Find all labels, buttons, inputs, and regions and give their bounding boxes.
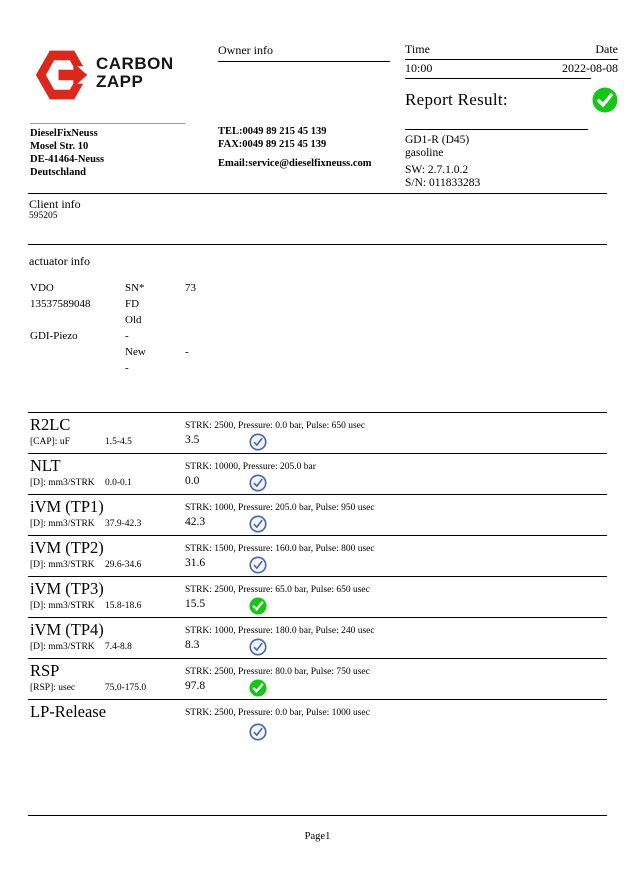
test-range: 1.5-4.5 bbox=[105, 437, 132, 447]
brand-line1: CARBON bbox=[96, 54, 174, 73]
test-range: 15.8-18.6 bbox=[105, 601, 142, 611]
actuator-cell: New bbox=[125, 346, 146, 358]
test-params: STRK: 2500, Pressure: 0.0 bar, Pulse: 1000 usec bbox=[185, 708, 370, 718]
checkmark-circle-icon bbox=[249, 515, 267, 533]
owner-street: Mosel Str. 10 bbox=[30, 141, 89, 152]
report-header-block bbox=[405, 42, 618, 190]
test-params: STRK: 1000, Pressure: 180.0 bar, Pulse: 240 usec bbox=[185, 626, 375, 636]
checkmark-circle-icon bbox=[249, 679, 267, 697]
owner-email: Email:service@dieselfixneuss.com bbox=[218, 158, 372, 169]
test-params: STRK: 1000, Pressure: 205.0 bar, Pulse: 950 usec bbox=[185, 503, 375, 513]
test-name: LP-Release bbox=[30, 702, 107, 721]
test-unit: [D]: mm3/STRK bbox=[30, 642, 95, 652]
date-label: Date bbox=[595, 42, 618, 56]
test-params: STRK: 10000, Pressure: 205.0 bar bbox=[185, 462, 316, 472]
actuator-cell: - bbox=[125, 330, 129, 342]
client-bottom-rule bbox=[28, 244, 607, 245]
brand-text bbox=[96, 48, 174, 91]
machine-info bbox=[405, 130, 618, 190]
owner-country: Deutschland bbox=[30, 167, 87, 178]
actuator-cell: GDI-Piezo bbox=[30, 330, 78, 342]
test-value: 31.6 bbox=[185, 557, 206, 569]
test-row-ivm-tp3 bbox=[28, 576, 607, 617]
actuator-cell bbox=[185, 362, 430, 378]
test-unit: [CAP]: uF bbox=[30, 437, 70, 447]
footer-rule bbox=[28, 815, 607, 816]
machine-sw: SW: 2.7.1.0.2 bbox=[405, 164, 469, 176]
machine-sn: S/N: 011833283 bbox=[405, 177, 481, 189]
test-unit: [D]: mm3/STRK bbox=[30, 601, 95, 611]
owner-name: DieselFixNeuss bbox=[30, 128, 98, 139]
actuator-cell: VDO bbox=[30, 282, 54, 294]
owner-contact bbox=[218, 125, 372, 170]
report-result-label: Report Result: bbox=[405, 90, 508, 109]
test-name: R2LC bbox=[30, 415, 71, 434]
time-date-values bbox=[405, 60, 618, 76]
test-name: NLT bbox=[30, 456, 61, 475]
actuator-cell: - bbox=[125, 362, 129, 374]
test-range: 75.0-175.0 bbox=[105, 683, 147, 693]
test-params: STRK: 2500, Pressure: 0.0 bar, Pulse: 650 usec bbox=[185, 421, 366, 431]
time-date-header bbox=[405, 42, 618, 60]
test-value: 42.3 bbox=[185, 516, 206, 528]
test-row-rsp bbox=[28, 658, 607, 699]
test-range: 0.0-0.1 bbox=[105, 478, 132, 488]
report-result bbox=[405, 87, 618, 113]
actuator-row bbox=[30, 362, 430, 378]
actuator-row bbox=[30, 314, 430, 330]
owner-city: DE-41464-Neuss bbox=[30, 154, 105, 165]
test-row-ivm-tp4 bbox=[28, 617, 607, 658]
actuator-cell bbox=[185, 314, 430, 330]
test-name: iVM (TP3) bbox=[30, 579, 104, 598]
test-value: 8.3 bbox=[185, 639, 200, 651]
test-name: iVM (TP2) bbox=[30, 538, 104, 557]
client-top-rule bbox=[28, 193, 607, 194]
test-results-table bbox=[28, 412, 607, 751]
actuator-grid bbox=[30, 282, 430, 378]
test-range: 37.9-42.3 bbox=[105, 519, 142, 529]
carbonzapp-logo-icon bbox=[35, 48, 89, 102]
time-underline bbox=[405, 76, 591, 79]
page-number: Page1 bbox=[304, 831, 331, 842]
actuator-cell bbox=[30, 314, 125, 330]
brand-line2: ZAPP bbox=[96, 72, 144, 91]
test-range: 7.4-8.8 bbox=[105, 642, 132, 652]
time-label: Time bbox=[405, 42, 430, 56]
test-params: STRK: 1500, Pressure: 160.0 bar, Pulse: 800 usec bbox=[185, 544, 375, 554]
actuator-cell: 13537589048 bbox=[30, 298, 91, 310]
test-name: iVM (TP1) bbox=[30, 497, 104, 516]
test-unit: [RSP]: usec bbox=[30, 683, 76, 693]
test-value: 15.5 bbox=[185, 598, 206, 610]
test-row-nlt bbox=[28, 453, 607, 494]
owner-tel: TEL:0049 89 215 45 139 bbox=[218, 126, 327, 137]
checkmark-circle-icon bbox=[249, 723, 267, 741]
test-row-ivm-tp2 bbox=[28, 535, 607, 576]
actuator-row bbox=[30, 298, 430, 314]
test-unit: [D]: mm3/STRK bbox=[30, 519, 95, 529]
test-value: 3.5 bbox=[185, 434, 200, 446]
test-value: 0.0 bbox=[185, 475, 200, 487]
actuator-cell: FD bbox=[125, 298, 140, 310]
test-row-lp-release bbox=[28, 699, 607, 751]
actuator-row bbox=[30, 346, 430, 362]
carbonzapp-logo bbox=[35, 48, 174, 102]
actuator-row bbox=[30, 282, 430, 298]
actuator-cell: - bbox=[185, 346, 189, 358]
owner-fax: FAX:0049 89 215 45 139 bbox=[218, 139, 327, 150]
test-row-ivm-tp1 bbox=[28, 494, 607, 535]
owner-info-label: Owner info bbox=[218, 43, 390, 62]
checkmark-circle-icon bbox=[249, 474, 267, 492]
client-info-value: 595205 bbox=[29, 211, 58, 221]
test-params: STRK: 2500, Pressure: 65.0 bar, Pulse: 650 usec bbox=[185, 585, 370, 595]
actuator-cell bbox=[185, 298, 430, 314]
checkmark-circle-icon bbox=[249, 597, 267, 615]
actuator-cell: SN* bbox=[125, 282, 145, 294]
test-params: STRK: 2500, Pressure: 80.0 bar, Pulse: 750 usec bbox=[185, 667, 370, 677]
actuator-cell: Old bbox=[125, 314, 142, 326]
test-name: RSP bbox=[30, 661, 60, 680]
actuator-cell: 73 bbox=[185, 282, 196, 294]
date-value: 2022-08-08 bbox=[562, 61, 618, 75]
actuator-cell bbox=[30, 346, 125, 362]
time-value: 10:00 bbox=[405, 61, 433, 75]
actuator-cell bbox=[185, 330, 430, 346]
test-row-r2lc bbox=[28, 412, 607, 453]
machine-fuel: gasoline bbox=[405, 147, 444, 159]
actuator-cell bbox=[30, 362, 125, 378]
machine-model: GD1-R (D45) bbox=[405, 134, 470, 146]
test-unit: [D]: mm3/STRK bbox=[30, 560, 95, 570]
test-range: 29.6-34.6 bbox=[105, 560, 142, 570]
actuator-row bbox=[30, 330, 430, 346]
checkmark-circle-icon bbox=[249, 556, 267, 574]
checkmark-circle-icon bbox=[249, 638, 267, 656]
test-value: 97.8 bbox=[185, 680, 206, 692]
owner-address bbox=[30, 123, 185, 179]
result-pass-check-icon bbox=[592, 87, 618, 113]
checkmark-circle-icon bbox=[249, 433, 267, 451]
test-unit: [D]: mm3/STRK bbox=[30, 478, 95, 488]
actuator-info-label: actuator info bbox=[29, 254, 90, 268]
client-info-label: Client info bbox=[29, 197, 81, 211]
test-name: iVM (TP4) bbox=[30, 620, 104, 639]
